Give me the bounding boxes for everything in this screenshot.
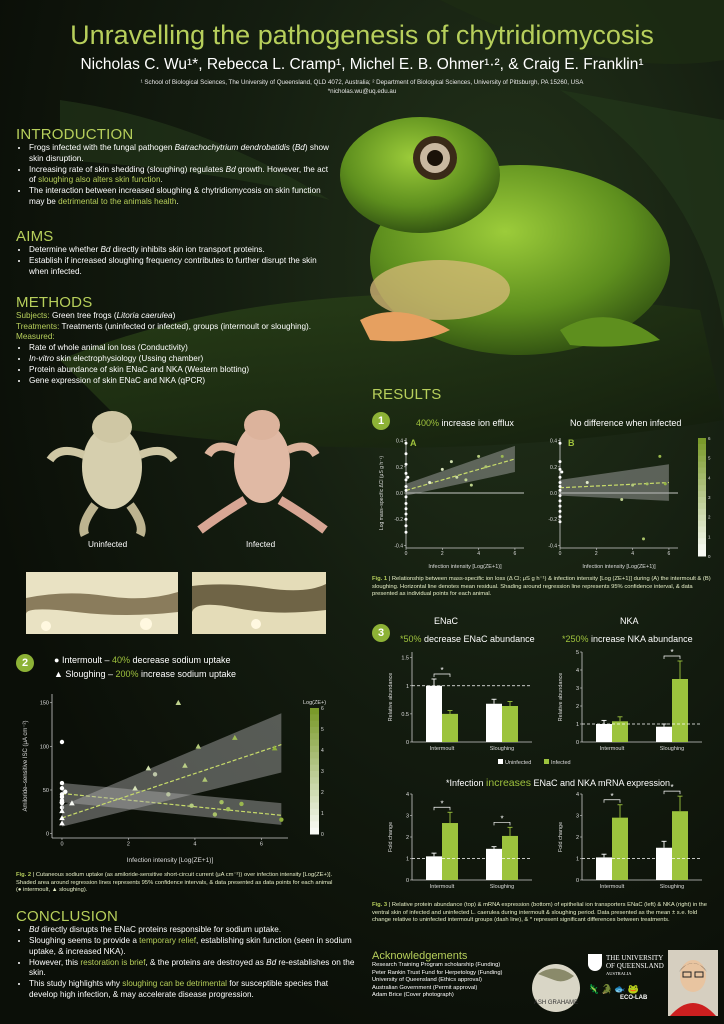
ack-line: Adam Brice (Cover photograph) — [372, 992, 454, 999]
data-point — [60, 786, 64, 790]
y-tick-label: 4 — [575, 668, 579, 674]
data-point — [405, 507, 408, 510]
uninfected-histology-image — [26, 572, 178, 634]
list-item: • Determine whether Bd directly inhibits skin ion transport proteins. — [29, 245, 334, 256]
bar-uninfected — [486, 704, 502, 742]
data-point — [559, 510, 562, 513]
data-point — [646, 482, 649, 485]
figure-3-caption: Fig. 3 | Relative protein abundance (top) & mRNA expression (bottom) of epithelial ion transporters ENaC (left) & NKA (right) in the ventral skin of infected and uninfected L. caerulea during intermoult & sloughing period. Data presented as the mean ± s.e. fold change relative to uninfected intermoult groups (dash line), & * represent significant differences between treatments. — [372, 902, 707, 924]
data-point — [559, 489, 562, 492]
x-tick-label: Sloughing — [489, 746, 515, 752]
data-point — [559, 485, 562, 488]
data-point — [560, 471, 563, 474]
author-portrait — [668, 950, 718, 1016]
data-point — [405, 518, 408, 521]
x-axis-label: Infection intensity [Log(ZE+1)] — [126, 857, 214, 864]
results-heading: RESULTS — [372, 386, 442, 403]
author-list: Nicholas C. Wu¹*, Rebecca L. Cramp¹, Michel E. B. Ohmer¹·², & Craig E. Franklin¹ — [80, 56, 644, 73]
colorbar-segment — [698, 515, 706, 521]
section-heading: METHODS — [16, 294, 93, 311]
colorbar-segment — [698, 544, 706, 550]
colorbar-segment — [698, 456, 706, 462]
bullet-list — [16, 143, 334, 208]
colorbar-segment — [310, 803, 319, 810]
figure-3-badge: 3 — [372, 624, 390, 642]
y-tick-label: 5 — [575, 650, 579, 656]
list-item: • This study highlights why sloughing can be detrimental for susceptible species that develop high infection, & may accelerate disease progression. — [29, 979, 356, 1000]
data-point — [477, 455, 480, 458]
y-axis-label: Relative abundance — [388, 672, 394, 722]
data-point — [464, 478, 467, 481]
uninfected-frog-photo — [50, 411, 174, 535]
bar-infected — [672, 679, 688, 742]
colorbar-segment — [698, 444, 706, 450]
data-point — [658, 455, 661, 458]
data-point — [559, 460, 562, 463]
y-tick-label: -0.2 — [548, 517, 557, 524]
colorbar-segment — [310, 746, 319, 753]
colorbar-segment — [310, 740, 319, 747]
legend-sloughing: ▲ Sloughing – 200% increase sodium uptake — [54, 669, 237, 679]
data-point — [406, 476, 409, 479]
panel-label-A: A — [410, 438, 417, 448]
mrna-title: *Infection increases ENaC and NKA mRNA expression — [446, 777, 671, 789]
legend-intermoult: ● Intermoult – 40% decrease sodium uptake — [54, 655, 231, 665]
data-point — [559, 505, 562, 508]
list-item: • In-vitro skin electrophysiology (Ussing chamber) — [29, 354, 334, 365]
methods-subjects: Subjects: Green tree frogs (Litoria caerulea) — [16, 311, 176, 320]
confidence-band — [560, 464, 669, 501]
section-heading: INTRODUCTION — [16, 126, 134, 143]
bullet-list — [16, 245, 334, 277]
nka-protein-title: *250% increase NKA abundance — [562, 634, 693, 644]
x-tick-label: 2 — [440, 551, 444, 557]
fig1B-title: No difference when infected — [570, 418, 682, 428]
y-tick-label: 50 — [42, 788, 49, 794]
list-item: • The interaction between increased sloughing & chytridiomycosis on skin function may be detrimental to the animals health. — [29, 186, 334, 207]
x-tick-label: 2 — [126, 841, 130, 848]
data-point — [450, 460, 453, 463]
y-tick-label: 0.4 — [550, 438, 557, 445]
data-point — [631, 484, 634, 487]
x-tick-label: Intermoult — [599, 746, 625, 752]
colorbar-segment — [698, 450, 706, 456]
colorbar-segment — [698, 521, 706, 527]
x-axis-label: Infection intensity [Log(ZE+1)] — [582, 564, 656, 570]
data-point — [642, 537, 645, 540]
colorbar-tick-label: 0 — [321, 832, 324, 838]
y-tick-label: -0.2 — [394, 517, 403, 524]
y-tick-label: 2 — [575, 704, 579, 710]
introduction-section — [16, 126, 334, 208]
y-tick-label: 1 — [405, 856, 409, 863]
ack-line: Peter Rankin Trust Fund for Herpetology (Funding) — [372, 969, 503, 976]
figure-1-caption: Fig. 1 | Relationship between mass-specific ion loss (Δ Cl; μS g h⁻¹) & infection intensity [Log (ZE+1)] during (A) the intermoult & (B) sloughing. Horizontal line denotes mean residual. Shading around regression line represents 95% confidence interval, & data presented as individual points for each animal. — [372, 576, 711, 598]
y-tick-label: 0.5 — [401, 711, 409, 718]
figure-1-chart — [372, 428, 722, 576]
x-tick-label: 6 — [259, 841, 263, 848]
colorbar-tick-label: 6 — [321, 706, 324, 712]
x-tick-label: 0 — [60, 841, 64, 848]
colorbar-tick-label: 1 — [708, 534, 711, 540]
confidence-band — [406, 446, 515, 496]
y-axis-label: Log mass–specific ΔCl (μS g h⁻¹) — [379, 455, 385, 531]
data-point — [405, 452, 408, 455]
colorbar-segment — [310, 714, 319, 721]
data-point — [226, 807, 230, 811]
y-axis-label: Fold change — [558, 821, 564, 853]
bar-infected — [612, 721, 628, 742]
infected-frog-photo — [200, 410, 325, 530]
bar-uninfected — [596, 724, 612, 742]
y-tick-label: 100 — [39, 744, 49, 751]
colorbar-tick-label: 3 — [708, 495, 711, 500]
affiliation-line: ¹ School of Biological Sciences, The University of Queensland, QLD 4072, Australia; ² Department of Biological Sciences, University of Pittsburgh, PA 15260, USA — [140, 79, 584, 86]
bar-uninfected — [486, 849, 502, 880]
y-tick-label: 3 — [575, 813, 579, 820]
y-axis-label: Amiloride–sensitive ISC (μA cm⁻²) — [23, 720, 29, 812]
data-point — [405, 442, 408, 445]
list-item: • Protein abundance of skin ENaC and NKA (Western blotting) — [29, 365, 334, 376]
list-item: • Sloughing seems to provide a temporary relief, establishing skin function (seen in sodium uptake, & increased NKA). — [29, 936, 356, 957]
fig1A-title: 400% increase ion efflux — [416, 418, 514, 428]
colorbar-segment — [310, 777, 319, 784]
data-point — [441, 468, 444, 471]
colorbar-segment — [310, 765, 319, 772]
frog-photo — [340, 117, 670, 355]
x-tick-label: 4 — [477, 551, 481, 557]
acknowledgements-section — [372, 950, 552, 1000]
colorbar-tick-label: 1 — [321, 811, 324, 817]
y-tick-label: 0.0 — [550, 491, 557, 497]
x-tick-label: Sloughing — [659, 884, 685, 890]
ecolab-logo: ECO-LAB — [620, 995, 648, 1001]
data-point — [405, 531, 408, 534]
x-tick-label: Intermoult — [429, 884, 455, 890]
colorbar-segment — [698, 509, 706, 515]
x-tick-label: 0 — [404, 551, 408, 557]
significance-star: * — [440, 799, 444, 809]
x-tick-label: 2 — [594, 551, 598, 557]
bar-uninfected — [426, 856, 442, 880]
data-point — [484, 465, 487, 468]
data-point — [405, 489, 408, 492]
y-tick-label: 0.4 — [396, 438, 403, 445]
colorbar-segment — [698, 479, 706, 485]
colorbar-segment — [698, 468, 706, 474]
colorbar-tick-label: 2 — [708, 514, 711, 520]
nka-label: NKA — [620, 616, 639, 626]
colorbar-segment — [310, 733, 319, 740]
data-point — [586, 481, 589, 484]
x-tick-label: Intermoult — [429, 746, 455, 752]
data-point — [559, 494, 562, 497]
colorbar-segment — [310, 828, 319, 835]
colorbar-segment — [698, 538, 706, 544]
y-tick-label: 1.5 — [401, 655, 409, 662]
legend-label-infected: Infected — [551, 760, 571, 766]
y-axis-label: Fold change — [388, 821, 394, 853]
bar-uninfected — [426, 686, 442, 742]
list-item: • Bd directly disrupts the ENaC proteins responsible for sodium uptake. — [29, 925, 356, 936]
colorbar-segment — [310, 790, 319, 797]
ack-line: University of Queensland (Ethics approval) — [372, 977, 482, 984]
significance-star: * — [670, 783, 674, 793]
x-tick-label: 4 — [193, 841, 197, 848]
section-heading: AIMS — [16, 228, 54, 245]
aims-section — [16, 228, 334, 278]
data-point — [559, 476, 562, 479]
colorbar-tick-label: 2 — [321, 790, 324, 796]
x-tick-label: Sloughing — [659, 746, 685, 752]
data-point — [559, 442, 562, 445]
data-point — [559, 481, 562, 484]
figure-1-badge: 1 — [372, 412, 390, 430]
y-tick-label: 3 — [575, 686, 579, 692]
section-heading: Acknowledgements — [372, 950, 468, 962]
list-item: • However, this restoration is brief, & the proteins are destroyed as Bd re-establishes on the skin. — [29, 958, 356, 979]
animal-silhouettes: 🦎🐊🐟🐸 — [588, 984, 641, 994]
bar-infected — [502, 836, 518, 880]
bar-infected — [442, 714, 458, 742]
colorbar-segment — [310, 708, 319, 715]
data-point — [405, 478, 408, 481]
colorbar-segment — [698, 485, 706, 491]
y-tick-label: 3 — [405, 813, 409, 820]
x-tick-label: Sloughing — [489, 884, 515, 890]
y-tick-label: 4 — [575, 792, 579, 798]
bar-uninfected — [656, 848, 672, 880]
ack-line: Research Training Program scholarship (Funding) — [372, 962, 501, 968]
colorbar-segment — [310, 809, 319, 816]
bullet-list — [16, 343, 334, 387]
data-point — [559, 515, 562, 518]
list-item: • Increasing rate of skin shedding (sloughing) regulates Bd growth. However, the act of sloughing also alters skin function. — [29, 165, 334, 186]
data-point — [219, 800, 223, 804]
significance-star: * — [500, 814, 504, 824]
significance-star: * — [670, 648, 674, 657]
data-point — [470, 484, 473, 487]
x-tick-label: 4 — [631, 551, 635, 557]
data-point — [405, 502, 408, 505]
data-point — [559, 520, 562, 523]
data-point — [239, 802, 243, 806]
x-axis-label: Infection intensity [Log(ZE+1)] — [428, 564, 502, 570]
colorbar-title: Log(ZE+) — [302, 700, 327, 706]
infected-label: Infected — [246, 540, 276, 549]
bar-infected — [672, 811, 688, 880]
colorbar-segment — [698, 497, 706, 503]
y-tick-label: 0.0 — [396, 491, 403, 497]
list-item: • Rate of whole animal ion loss (Conductivity) — [29, 343, 334, 354]
data-point — [405, 485, 408, 488]
data-point — [60, 740, 64, 744]
y-tick-label: 0 — [405, 878, 409, 884]
uq-logo — [588, 954, 668, 1001]
data-point — [620, 498, 623, 501]
data-point-triangle — [176, 700, 182, 705]
data-point — [60, 781, 64, 785]
colorbar-segment — [698, 527, 706, 533]
legend-label-uninfected: Uninfected — [505, 760, 532, 766]
data-point — [455, 476, 458, 479]
legend-swatch-infected — [544, 759, 549, 764]
data-point — [501, 455, 504, 458]
figure-3-chart — [372, 644, 722, 898]
poster-title: Unravelling the pathogenesis of chytridiomycosis — [70, 20, 654, 50]
colorbar-segment — [310, 821, 319, 828]
y-tick-label: 0.2 — [396, 464, 403, 471]
figure-2-chart — [14, 688, 334, 866]
figure-2-badge: 2 — [16, 654, 34, 672]
bar-infected — [502, 706, 518, 742]
uq-name-line2: OF QUEENSLAND — [606, 962, 664, 970]
bar-uninfected — [596, 857, 612, 880]
colorbar-segment — [698, 462, 706, 468]
list-item: • Gene expression of skin ENaC and NKA (qPCR) — [29, 376, 334, 387]
colorbar-segment — [310, 796, 319, 803]
ack-list — [372, 962, 552, 1000]
x-tick-label: 0 — [558, 551, 562, 557]
colorbar-segment — [698, 438, 706, 444]
x-tick-label: 6 — [513, 551, 517, 557]
colorbar-tick-label: 4 — [708, 475, 711, 481]
data-point — [559, 499, 562, 502]
infected-histology-image — [192, 572, 326, 634]
y-tick-label: 0 — [575, 740, 579, 746]
colorbar-segment — [310, 752, 319, 759]
list-item: • Establish if increased sloughing frequency contributes to further disrupt the skin when infected. — [29, 256, 334, 277]
colorbar-segment — [698, 503, 706, 509]
y-tick-label: 1 — [575, 856, 579, 863]
data-point — [213, 812, 217, 816]
y-tick-label: 2 — [575, 835, 579, 841]
data-point — [279, 817, 283, 821]
y-tick-label: 0 — [575, 878, 579, 884]
y-tick-label: 150 — [39, 700, 49, 707]
y-axis-label: Relative abundance — [558, 672, 564, 722]
colorbar-segment — [698, 473, 706, 479]
y-tick-label: 0.2 — [550, 464, 557, 471]
data-point-triangle — [195, 744, 201, 749]
y-tick-label: 4 — [405, 792, 409, 798]
x-tick-label: 6 — [667, 551, 671, 557]
colorbar-segment — [310, 727, 319, 734]
legend-swatch-uninfected — [498, 759, 503, 764]
significance-star: * — [610, 791, 614, 801]
frog-ventral-photos — [40, 405, 340, 545]
significance-star: * — [440, 666, 444, 675]
y-tick-label: 1 — [575, 722, 579, 728]
methods-measured-label: Measured: — [16, 332, 55, 342]
contact-email: *nicholas.wu@uq.edu.au — [327, 88, 397, 95]
bar-infected — [612, 818, 628, 880]
list-item: • Frogs infected with the fungal pathogen Batrachochytrium dendrobatidis (Bd) show skin disruption. — [29, 143, 334, 164]
data-point — [664, 482, 667, 485]
y-tick-label: -0.4 — [548, 543, 557, 550]
bar-uninfected — [656, 727, 672, 742]
section-heading: CONCLUSION — [16, 908, 119, 925]
data-point — [405, 463, 408, 466]
bullet-list — [16, 925, 356, 1001]
enac-label: ENaC — [434, 616, 459, 626]
lizard-logo — [528, 954, 584, 1016]
colorbar-tick-label: 0 — [708, 554, 711, 559]
y-tick-label: 1 — [405, 683, 409, 690]
colorbar-segment — [698, 491, 706, 497]
data-point — [405, 524, 408, 527]
colorbar-tick-label: 5 — [708, 455, 711, 461]
y-tick-label: 2 — [405, 835, 409, 841]
colorbar-segment — [310, 771, 319, 778]
data-point — [405, 495, 408, 498]
lizard-badge-text: ASH GRAHAME — [533, 1000, 579, 1006]
y-tick-label: 0 — [405, 740, 409, 746]
methods-section — [16, 294, 334, 387]
fig2-legend — [54, 653, 236, 681]
data-point — [559, 468, 562, 471]
data-point — [189, 804, 193, 808]
figure-2-caption: Fig. 2 | Cutaneous sodium uptake (as amiloride-sensitive short-circuit current (μA cm⁻²)) over infection intensity [Log(ZE+)]. Shaded area around regression lines represents 95% confidence intervals, & data presented as data points for each animal (● intermoult, ▲ sloughing). — [16, 872, 333, 894]
enac-protein-title: *50% decrease ENaC abundance — [400, 634, 535, 644]
y-tick-label: 0 — [45, 831, 49, 838]
colorbar-tick-label: 3 — [321, 769, 324, 775]
x-tick-label: Intermoult — [599, 884, 625, 890]
data-point-triangle — [146, 765, 152, 770]
colorbar-segment — [310, 721, 319, 728]
colorbar-tick-label: 6 — [708, 436, 711, 441]
colorbar-tick-label: 5 — [321, 727, 324, 733]
uq-name-line1: THE UNIVERSITY — [606, 954, 664, 962]
data-point — [405, 512, 408, 515]
colorbar-segment — [698, 532, 706, 538]
methods-treatments: Treatments: Treatments (uninfected or infected), groups (intermoult or sloughing). — [16, 321, 312, 331]
uninfected-label: Uninfected — [88, 540, 128, 549]
data-point — [405, 472, 408, 475]
colorbar-segment — [310, 784, 319, 791]
colorbar-segment — [698, 550, 706, 556]
colorbar-tick-label: 4 — [321, 748, 324, 754]
ack-line: Australian Government (Permit approval) — [372, 984, 478, 991]
panel-label-B: B — [568, 438, 575, 448]
colorbar-segment — [310, 815, 319, 822]
y-tick-label: -0.4 — [394, 543, 403, 550]
skin-histology-images — [26, 572, 326, 636]
conclusion-section — [16, 908, 356, 1001]
data-point — [63, 790, 67, 794]
uq-country: AUSTRALIA — [606, 971, 632, 976]
colorbar-segment — [310, 758, 319, 765]
data-point — [428, 481, 431, 484]
affiliations — [0, 78, 724, 96]
crest-icon — [588, 954, 602, 971]
bar-infected — [442, 823, 458, 880]
